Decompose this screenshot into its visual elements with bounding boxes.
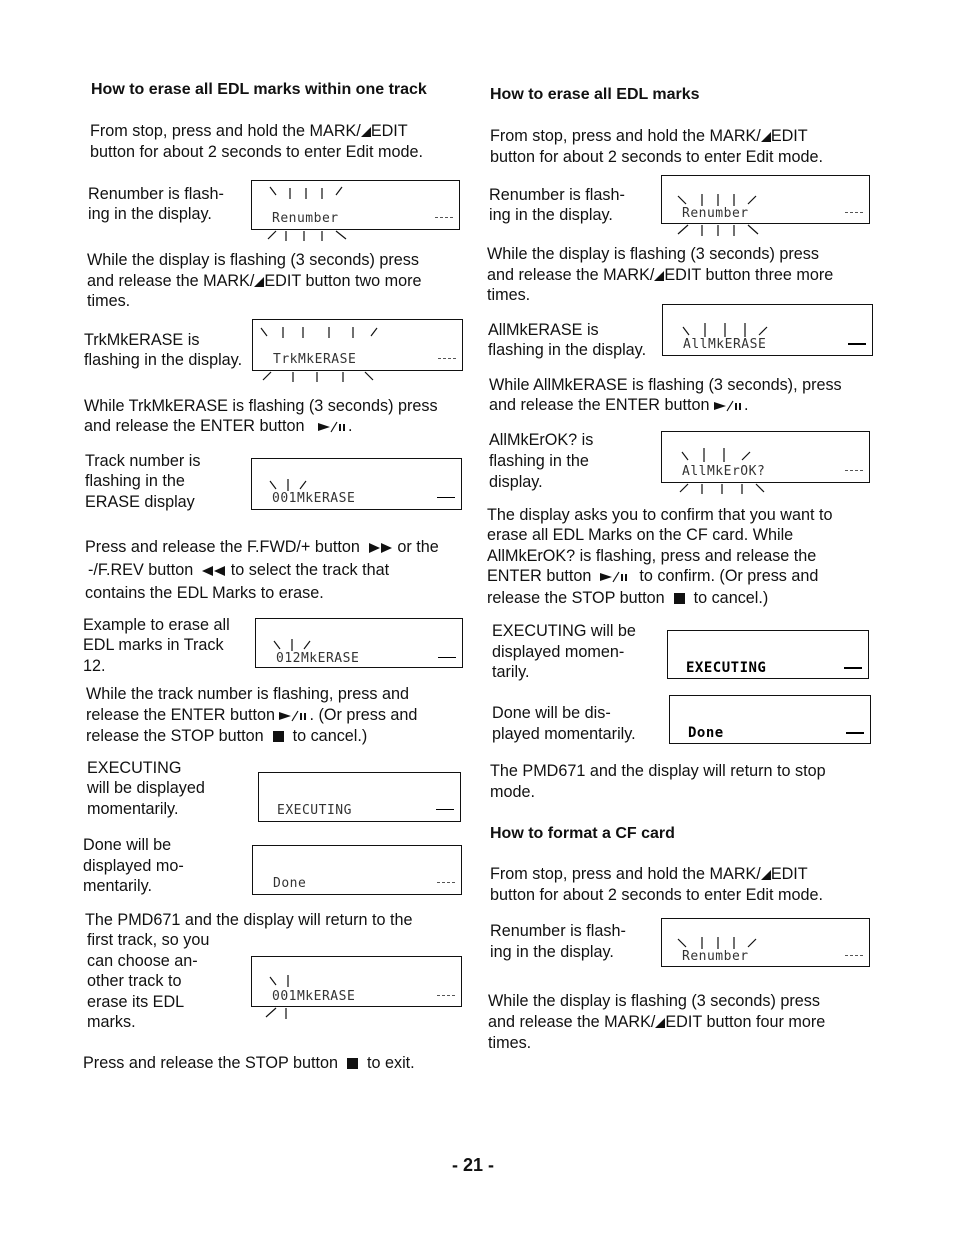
right-confirm-line1: The display asks you to confirm that you want to	[487, 506, 833, 524]
left-example-caption-1: Example to erase all	[83, 616, 230, 634]
right-format-line3: times.	[488, 1034, 532, 1052]
right-step2-line1: While the display is flashing (3 seconds) press	[487, 245, 819, 263]
right-step3-line1: While AllMkERASE is flashing (3 seconds), press	[489, 376, 842, 394]
left-done-caption-2: displayed mo-	[83, 857, 184, 875]
left-trk-caption-1: TrkMkERASE is	[84, 331, 200, 349]
right-confirm-line4: ENTER button to confirm. (Or press and	[487, 567, 819, 585]
lcd-indicator	[845, 955, 863, 956]
lcd-text: 012MkERASE	[276, 651, 360, 666]
stop-square-icon	[347, 1058, 358, 1069]
lcd-right-done	[669, 695, 871, 744]
left-return-line2: first track, so you	[87, 931, 210, 949]
lcd-text: 001MkERASE	[272, 989, 356, 1004]
lcd-text: Renumber	[682, 206, 749, 221]
lcd-indicator	[846, 732, 864, 734]
fast-forward-icon	[369, 543, 393, 553]
right-allok-caption-1: AllMkErOK? is	[489, 431, 594, 449]
left-renumber-caption-1: Renumber is flash-	[88, 185, 224, 203]
lcd-right-renumber-2	[661, 918, 870, 967]
left-step5-line1: While the track number is flashing, press and	[86, 685, 409, 703]
lcd-left-executing	[258, 772, 461, 822]
left-return-line5: erase its EDL	[87, 993, 185, 1011]
right-intro-line1: From stop, press and hold the MARK/ EDIT	[490, 127, 808, 145]
left-step5-line3: release the STOP button to cancel.)	[86, 727, 368, 745]
lcd-left-001mkerase-2	[251, 956, 462, 1007]
left-return-line3: can choose an-	[87, 952, 198, 970]
lcd-text: TrkMkERASE	[273, 352, 357, 367]
right-intro2-line1: From stop, press and hold the MARK/ EDIT	[490, 865, 808, 883]
right-allok-caption-2: flashing in the	[489, 452, 589, 470]
right-exec-caption-3: tarily.	[492, 663, 530, 681]
left-example-caption-2: EDL marks in Track	[83, 636, 224, 654]
right-return-line1: The PMD671 and the display will return to stop	[490, 762, 826, 780]
right-confirm-line2: erase all EDL Marks on the CF card. While	[487, 526, 794, 544]
lcd-indicator	[844, 667, 862, 669]
left-done-caption-3: mentarily.	[83, 877, 152, 895]
right-intro2-line2: button for about 2 seconds to enter Edit mode.	[490, 886, 823, 904]
lcd-indicator	[438, 657, 456, 658]
left-step4-line1: Press and release the F.FWD/+ button or the	[85, 538, 439, 556]
rewind-icon	[202, 566, 226, 576]
lcd-indicator	[845, 212, 863, 213]
left-step2-line3: times.	[87, 292, 131, 310]
lcd-indicator	[436, 809, 454, 810]
lcd-text: AllMkERASE	[683, 337, 767, 352]
left-exec-caption-3: momentarily.	[87, 800, 179, 818]
lcd-indicator	[437, 497, 455, 498]
left-step4-line2: -/F.REV button to select the track that	[88, 561, 390, 579]
right-allok-caption-3: display.	[489, 473, 543, 491]
lcd-text: Renumber	[682, 949, 749, 964]
left-intro-line1: From stop, press and hold the MARK/ EDIT	[90, 122, 408, 140]
right-all-caption-1: AllMkERASE is	[488, 321, 599, 339]
section-heading-format: How to format a CF card	[490, 825, 675, 842]
lcd-indicator	[848, 343, 866, 345]
lcd-indicator	[437, 882, 455, 883]
left-step4-line3: contains the EDL Marks to erase.	[85, 584, 324, 602]
right-exec-caption-2: displayed momen-	[492, 643, 625, 661]
lcd-text: Renumber	[272, 211, 339, 226]
section-heading-all: How to erase all EDL marks	[490, 86, 700, 103]
lcd-text: Done	[688, 725, 724, 741]
left-return-line1: The PMD671 and the display will return to the	[85, 911, 413, 929]
lcd-indicator	[438, 358, 456, 359]
play-pause-icon	[714, 400, 744, 412]
lcd-text: Done	[273, 876, 307, 891]
lcd-left-renumber	[251, 180, 460, 230]
stop-square-icon	[674, 593, 685, 604]
right-confirm-line3: AllMkErOK? is flashing, press and release the	[487, 547, 817, 565]
left-intro-line2: button for about 2 seconds to enter Edit mode.	[90, 143, 423, 161]
right-done-caption-1: Done will be dis-	[492, 704, 611, 722]
lcd-right-allmkerok	[661, 431, 870, 483]
right-renumber-caption-1: Renumber is flash-	[489, 186, 625, 204]
lcd-text: EXECUTING	[686, 660, 767, 676]
lcd-left-012mkerase	[255, 618, 463, 668]
edit-triangle-icon	[654, 271, 664, 281]
left-step3-line1: While TrkMkERASE is flashing (3 seconds) press	[84, 397, 438, 415]
left-step2-line1: While the display is flashing (3 seconds) press	[87, 251, 419, 269]
play-pause-icon	[600, 571, 630, 583]
right-step2-line2: and release the MARK/ EDIT button three more	[487, 266, 834, 284]
lcd-left-done	[252, 845, 462, 895]
right-return-line2: mode.	[490, 783, 535, 801]
lcd-right-renumber	[661, 175, 870, 224]
left-exec-caption-1: EXECUTING	[87, 759, 182, 777]
right-renumber2-caption-1: Renumber is flash-	[490, 922, 626, 940]
edit-triangle-icon	[361, 127, 371, 137]
right-all-caption-2: flashing in the display.	[488, 341, 647, 359]
lcd-right-allmkerase	[662, 304, 873, 356]
lcd-text: EXECUTING	[277, 803, 352, 818]
lcd-right-executing	[667, 630, 869, 679]
right-renumber-caption-2: ing in the display.	[489, 206, 613, 224]
right-done-caption-2: played momentarily.	[492, 725, 636, 743]
edit-triangle-icon	[254, 277, 264, 287]
left-step3-line2: and release the ENTER button .	[84, 417, 353, 435]
left-return-line6: marks.	[87, 1013, 136, 1031]
lcd-text: AllMkErOK?	[682, 464, 766, 479]
lcd-indicator	[845, 470, 863, 471]
left-example-caption-3: 12.	[83, 657, 106, 675]
right-exec-caption-1: EXECUTING will be	[492, 622, 636, 640]
lcd-indicator	[437, 995, 455, 996]
lcd-text: 001MkERASE	[272, 491, 356, 506]
left-tracknum-caption-2: flashing in the	[85, 472, 185, 490]
left-tracknum-caption-1: Track number is	[85, 452, 201, 470]
right-format-line2: and release the MARK/ EDIT button four more	[488, 1013, 826, 1031]
edit-triangle-icon	[761, 870, 771, 880]
left-step2-line2: and release the MARK/ EDIT button two more	[87, 272, 422, 290]
left-step5-line2: release the ENTER button . (Or press and	[86, 706, 418, 724]
right-format-line1: While the display is flashing (3 seconds) press	[488, 992, 820, 1010]
left-tracknum-caption-3: ERASE display	[85, 493, 195, 511]
left-exit-line: Press and release the STOP button to exit.	[83, 1054, 415, 1072]
play-pause-icon	[318, 421, 348, 433]
right-confirm-line5: release the STOP button to cancel.)	[487, 589, 769, 607]
edit-triangle-icon	[761, 132, 771, 142]
stop-square-icon	[273, 731, 284, 742]
section-heading-track: How to erase all EDL marks within one track	[91, 81, 427, 98]
page-number: - 21 -	[452, 1155, 495, 1175]
edit-triangle-icon	[655, 1018, 665, 1028]
left-renumber-caption-2: ing in the display.	[88, 205, 212, 223]
lcd-left-001mkerase	[251, 458, 462, 510]
right-step3-line2: and release the ENTER button .	[489, 396, 749, 414]
right-intro-line2: button for about 2 seconds to enter Edit mode.	[490, 148, 823, 166]
left-return-line4: other track to	[87, 972, 182, 990]
lcd-left-trkmkerase	[252, 319, 463, 371]
right-step2-line3: times.	[487, 286, 531, 304]
left-done-caption-1: Done will be	[83, 836, 172, 854]
lcd-indicator	[435, 217, 453, 218]
left-exec-caption-2: will be displayed	[87, 779, 205, 797]
play-pause-icon	[279, 710, 309, 722]
right-renumber2-caption-2: ing in the display.	[490, 943, 614, 961]
left-trk-caption-2: flashing in the display.	[84, 351, 243, 369]
